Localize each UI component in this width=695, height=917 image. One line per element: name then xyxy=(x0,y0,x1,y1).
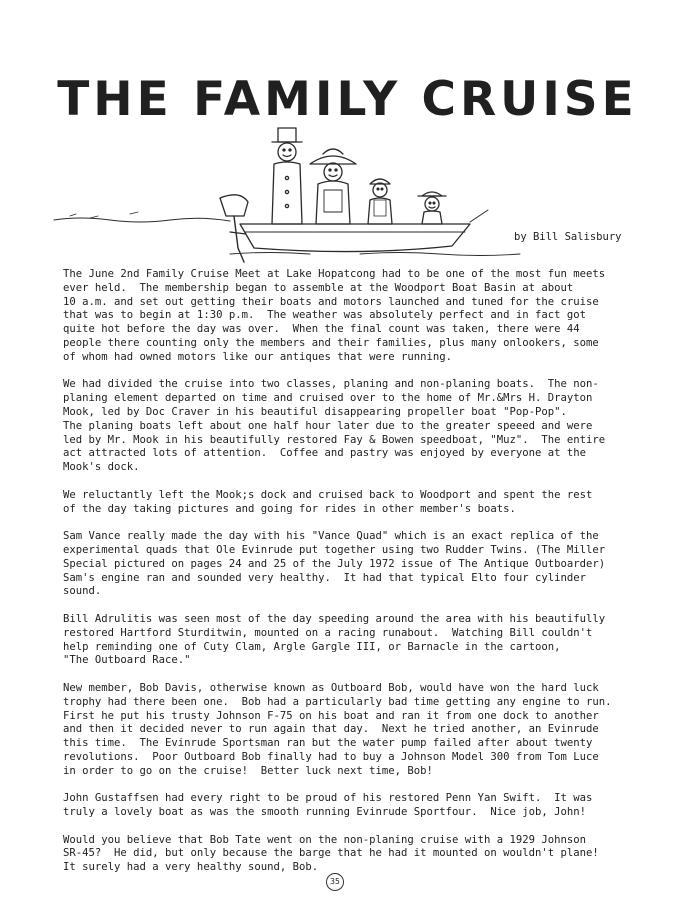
text-line: John Gustaffsen had every right to be proud of his restored Penn Yan Swift. It was xyxy=(63,792,593,805)
text-line: ever held. The membership began to assemble at the Woodport Boat Basin at about xyxy=(63,281,574,294)
text-line: restored Hartford Sturditwin, mounted on a racing runabout. Watching Bill couldn't xyxy=(63,626,593,639)
text-line: this time. The Evinrude Sportsman ran but the water pump failed after about twenty xyxy=(63,737,593,750)
text-line: trophy had there been one. Bob had a particularly bad time getting any engine to run. xyxy=(63,695,612,708)
text-line: act attracted lots of attention. Coffee and pastry was enjoyed by everyone at the xyxy=(63,447,586,460)
page-number: 35 xyxy=(326,873,344,891)
text-line: quite hot before the day was over. When the final count was taken, there were 44 xyxy=(63,323,580,336)
article-title: THE FAMILY CRUISE xyxy=(57,72,638,127)
article-body xyxy=(63,268,663,889)
text-line: The June 2nd Family Cruise Meet at Lake Hopatcong had to be one of the most fun meets xyxy=(63,268,606,280)
text-line: and then it decided never to run again that day. Next he tried another, an Evinrude xyxy=(63,723,599,736)
text-line: "The Outboard Race." xyxy=(63,654,191,667)
text-line: We had divided the cruise into two classes, planing and non-planing boats. The non- xyxy=(63,378,599,391)
text-line: It surely had a very healthy sound, Bob. xyxy=(63,861,319,874)
text-line: help reminding one of Cuty Clam, Argle Gargle III, or Barnacle in the cartoon, xyxy=(63,640,561,653)
text-line: Sam's engine ran and sounded very healthy. It had that typical Elto four cylinder xyxy=(63,571,586,584)
article-paragraph xyxy=(63,682,663,779)
family-boat-illustration xyxy=(40,120,530,270)
text-line: Mook's dock. xyxy=(63,461,140,474)
article-paragraph xyxy=(63,613,663,668)
article-paragraph xyxy=(63,530,663,599)
text-line: First he put his trusty Johnson F-75 on his boat and ran it from one dock to another xyxy=(63,709,599,722)
text-line: people there counting only the members and their families, plus many onlookers, some xyxy=(63,336,599,349)
text-line: of the day taking pictures and going for rides in other member's boats. xyxy=(63,502,516,515)
text-line: The planing boats left about one half hour later due to the greater speeed and were xyxy=(63,419,593,432)
text-line: SR-45? He did, but only because the barge that he had it mounted on wouldn't plane! xyxy=(63,847,599,860)
text-line: planing element departed on time and cruised over to the home of Mr.&Mrs H. Drayton xyxy=(63,392,593,405)
text-line: in order to go on the cruise! Better luck next time, Bob! xyxy=(63,764,433,777)
author-byline: by Bill Salisbury xyxy=(514,231,622,243)
text-line: experimental quads that Ole Evinrude put together using two Rudder Twins. (The Miller xyxy=(63,543,606,556)
text-line: led by Mr. Mook in his beautifully restored Fay & Bowen speedboat, "Muz". The entire xyxy=(63,433,606,446)
article-paragraph xyxy=(63,378,663,475)
text-line: We reluctantly left the Mook;s dock and cruised back to Woodport and spent the rest xyxy=(63,488,593,501)
text-line: Bill Adrulitis was seen most of the day speeding around the area with his beautifully xyxy=(63,612,606,625)
text-line: Mook, led by Doc Craver in his beautiful disappearing propeller boat "Pop-Pop". xyxy=(63,405,567,418)
article-paragraph xyxy=(63,792,663,820)
text-line: Special pictured on pages 24 and 25 of the July 1972 issue of The Antique Outboarder) xyxy=(63,557,606,570)
text-line: truly a lovely boat as was the smooth running Evinrude Sportfour. Nice job, John! xyxy=(63,806,586,819)
text-line: 10 a.m. and set out getting their boats and motors launched and tuned for the cruise xyxy=(63,295,599,308)
article-paragraph xyxy=(63,834,663,875)
text-line: that was to begin at 1:30 p.m. The weather was absolutely perfect and in fact got xyxy=(63,309,586,322)
article-paragraph xyxy=(63,268,663,365)
text-line: of whom had owned motors like our antiques that were running. xyxy=(63,350,453,363)
article-paragraph xyxy=(63,489,663,517)
text-line: Sam Vance really made the day with his "Vance Quad" which is an exact replica of the xyxy=(63,530,599,543)
text-line: Would you believe that Bob Tate went on the non-planing cruise with a 1929 Johnson xyxy=(63,833,586,846)
text-line: sound. xyxy=(63,585,102,598)
text-line: revolutions. Poor Outboard Bob finally had to buy a Johnson Model 300 from Tom Luce xyxy=(63,750,599,763)
text-line: New member, Bob Davis, otherwise known as Outboard Bob, would have won the hard luck xyxy=(63,681,599,694)
